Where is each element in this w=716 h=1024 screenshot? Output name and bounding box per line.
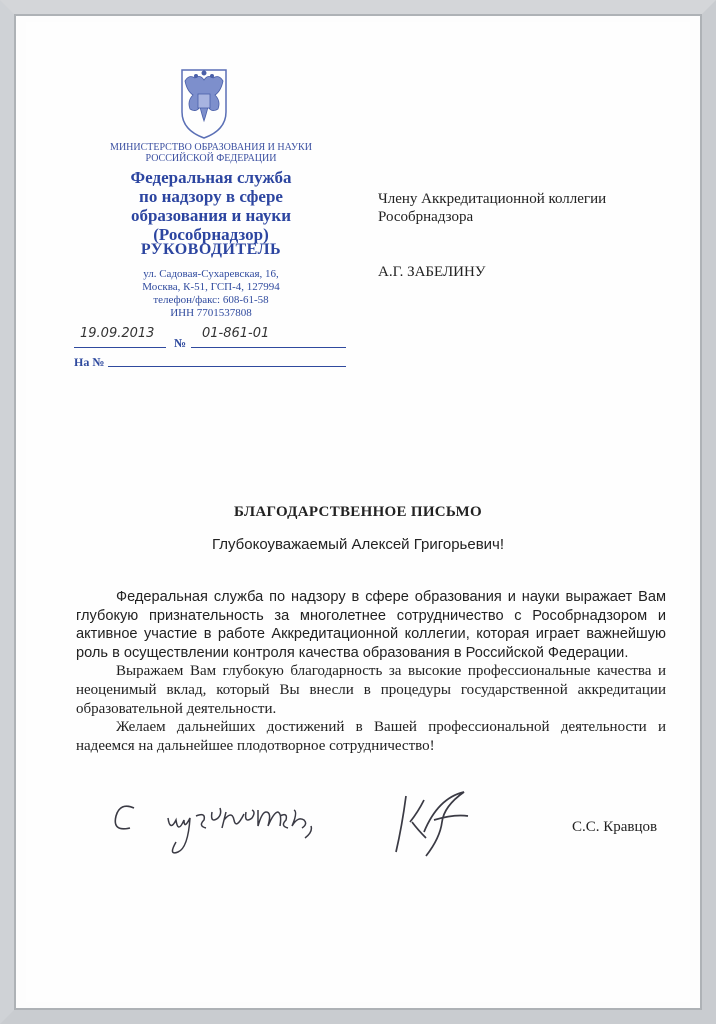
position-title: РУКОВОДИТЕЛЬ [140,241,282,258]
agency-line: образования и науки [130,206,292,225]
body-paragraph: Выражаем Вам глубокую благодарность за высокие профессиональные качества и неоценимый вклад, который Вы внесли в процедуры государственной аккредитации образовательной деятельности. [76,663,666,717]
agency-line: (Рособрнадзор) [153,225,269,244]
letter-greeting: Глубокоуважаемый Алексей Григорьевич! [211,536,505,553]
address-line: ул. Садовая-Сухаревская, 16, [143,268,279,280]
handwritten-closing-and-signature [106,782,626,872]
agency-address [86,268,336,320]
agency-line: Федеральная служба [130,168,292,187]
address-line: ИНН 7701537808 [170,307,252,319]
addressee-line: Члену Аккредитационной коллегии [378,191,607,207]
date-underline [74,347,166,348]
address-line: Москва, К-51, ГСП-4, 127994 [142,281,280,293]
letter-title: БЛАГОДАРСТВЕННОЕ ПИСЬМО [234,504,482,520]
signer-name: С.С. Кравцов [572,819,658,835]
body-paragraph: Желаем дальнейших достижений в Вашей профессиональной деятельности и надеемся на дальнейшее плодотворное сотрудничество! [76,719,666,754]
ministry-name: МИНИСТЕРСТВО ОБРАЗОВАНИЯ И НАУКИ РОССИЙСКОЙ ФЕДЕРАЦИИ [110,142,312,164]
addressee-block [378,190,678,226]
letter-body [76,588,666,755]
registration-number: 01-861-01 [202,326,270,341]
coat-of-arms-icon [176,66,232,142]
registration-date: 19.09.2013 [80,326,155,341]
address-line: телефон/факс: 608-61-58 [153,294,269,306]
body-paragraph: Федеральная служба по надзору в сфере образования и науки выражает Вам глубокую признательность за многолетнее сотрудничество с Рособрнадзором и активное участие в работе Аккредитационной коллегии, которая играет важнейшую роль в осуществлении контроля качества образования в Российской Федерации. [76,589,666,661]
number-underline [191,347,346,348]
reference-label: На № [74,355,105,369]
reference-underline [108,366,346,367]
letter-page [26,22,690,1002]
agency-line: по надзору в сфере [139,187,283,206]
registration-number-label: № [174,336,187,350]
agency-name [86,168,336,244]
addressee-name: А.Г. ЗАБЕЛИНУ [378,264,486,280]
addressee-line: Рособрнадзора [378,209,474,225]
